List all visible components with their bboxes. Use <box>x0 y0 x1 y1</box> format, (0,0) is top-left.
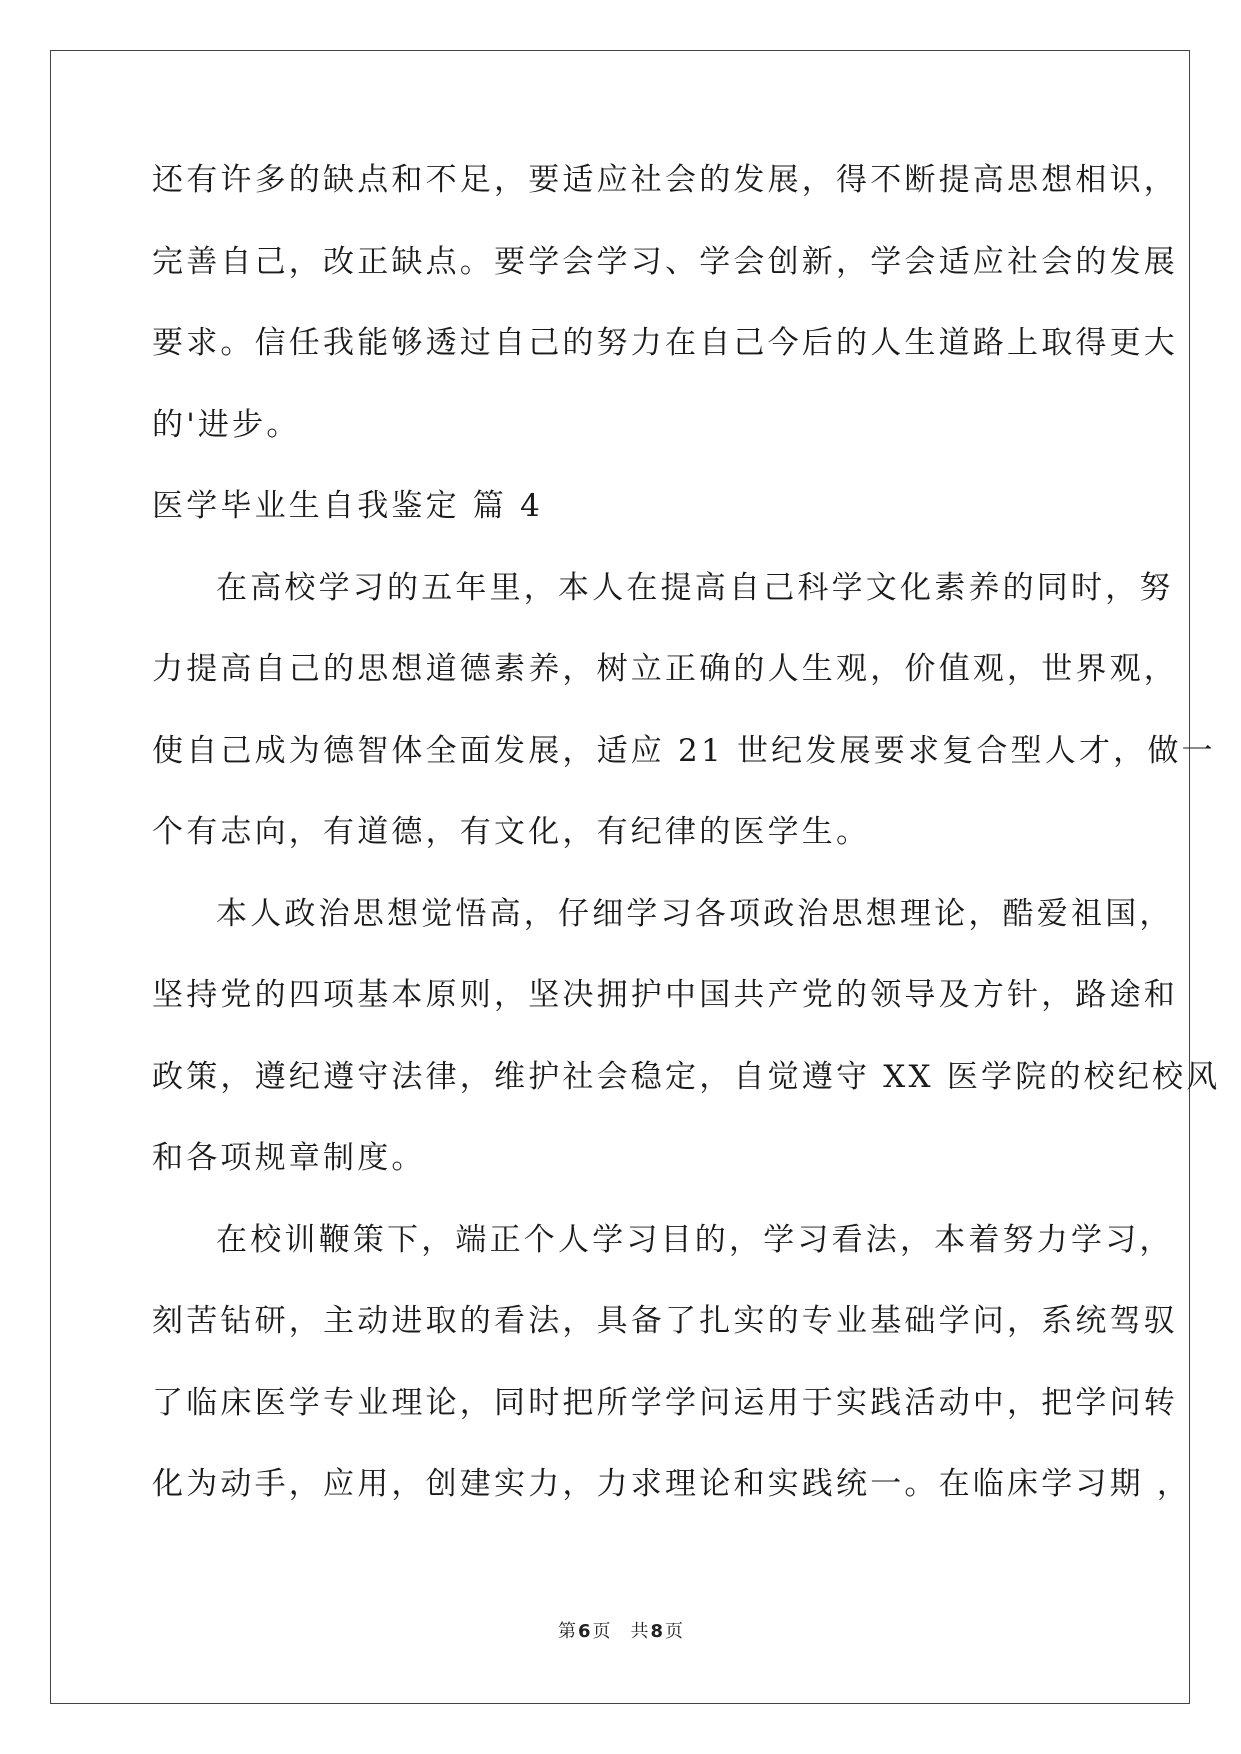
total-prefix: 共 <box>630 1621 649 1642</box>
text-line: 完善自己，改正缺点。要学会学习、学会创新，学会适应社会的发展 <box>152 243 1178 280</box>
text-line: 使自己成为德智体全面发展，适应 21 世纪发展要求复合型人才，做一 <box>152 732 1216 769</box>
text-line: 个有志向，有道德，有文化，有纪律的医学生。 <box>152 814 871 850</box>
page-current: 6 <box>577 1621 591 1642</box>
page-prefix: 第 <box>557 1621 576 1642</box>
paragraph-start-line: 在校训鞭策下，端正个人学习目的，学习看法，本着努力学习， <box>216 1221 1174 1258</box>
text-line: 还有许多的缺点和不足，要适应社会的发展，得不断提高思想相识， <box>152 162 1178 198</box>
document-body <box>152 160 1221 1546</box>
paragraph-start-line: 在高校学习的五年里，本人在提高自己科学文化素养的同时，努 <box>216 569 1174 606</box>
text-line: 政策，遵纪遵守法律，维护社会稳定，自觉遵守 XX 医学院的校纪校风 <box>152 1058 1221 1095</box>
text-line: 了临床医学专业理论，同时把所学学问运用于实践活动中，把学问转 <box>152 1384 1178 1421</box>
section-heading: 医学毕业生自我鉴定 篇 4 <box>152 488 544 524</box>
page-suffix: 页 <box>592 1621 611 1642</box>
page-total: 8 <box>650 1621 664 1642</box>
paragraph-start-line: 本人政治思想觉悟高，仔细学习各项政治思想理论，酷爱祖国， <box>216 895 1174 932</box>
text-line: 的'进步。 <box>152 406 301 443</box>
text-line: 和各项规章制度。 <box>152 1140 426 1176</box>
text-line: 刻苦钻研，主动进取的看法，具备了扎实的专业基础学问，系统驾驭 <box>152 1303 1178 1339</box>
text-line: 坚持党的四项基本原则，坚决拥护中国共产党的领导及方针，路途和 <box>152 977 1178 1013</box>
text-line: 力提高自己的思想道德素养，树立正确的人生观，价值观，世界观， <box>152 651 1178 687</box>
total-suffix: 页 <box>665 1621 684 1642</box>
text-line: 要求。信任我能够透过自己的努力在自己今后的人生道路上取得更大 <box>152 325 1178 361</box>
page-footer <box>0 1620 1241 1644</box>
text-line: 化为动手，应用，创建实力，力求理论和实践统一。在临床学习期 ， <box>152 1466 1192 1502</box>
